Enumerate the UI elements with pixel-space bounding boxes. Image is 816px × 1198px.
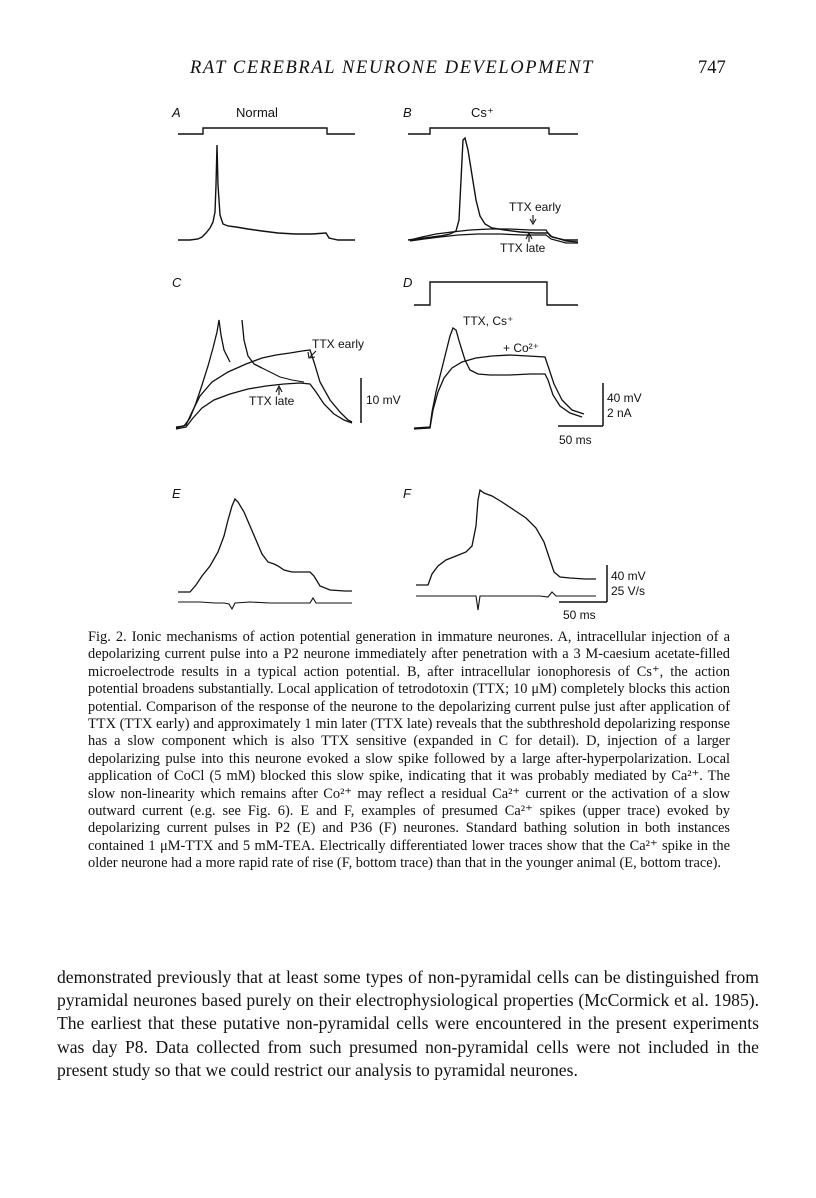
panel-d [403, 275, 642, 447]
panel-d-co-trace [414, 355, 584, 429]
panel-c-early-arrow [308, 351, 316, 358]
panel-c-scale-label: 10 mV [366, 393, 401, 407]
panel-c-extra-trace [262, 368, 304, 382]
panel-a-letter: A [172, 105, 181, 120]
panel-d-scale-i-label: 2 nA [607, 406, 632, 420]
panel-f-voltage-trace [416, 490, 596, 585]
panel-f [403, 486, 646, 622]
panel-a-current-step [178, 128, 355, 134]
panel-e [172, 486, 352, 609]
panel-b-ttx-late-label: TTX late [500, 241, 546, 255]
body-paragraph: demonstrated previously that at least some types of non-pyramidal cells can be distinguished from pyramidal neurones based purely on their electrophysiological properties (McCormick et al. 1985). The earliest that these putative non-pyramidal cells were encountered in the present experiments was day P8. Data collected from such presumed non-pyramidal cells were not included in the present study so that we could restrict our analysis to pyramidal neurones. [57, 967, 759, 1080]
running-head: RAT CEREBRAL NEURONE DEVELOPMENT [190, 58, 594, 78]
panel-a-voltage-trace [178, 145, 355, 240]
panel-f-scale-t-label: 50 ms [563, 608, 596, 622]
panel-c-ttx-late-label: TTX late [249, 394, 295, 408]
panel-d-co-label: + Co²⁺ [503, 341, 540, 355]
panel-d-current-step [414, 282, 578, 305]
panel-c-spike-trace [176, 320, 230, 427]
panel-f-letter: F [403, 486, 411, 501]
panel-c-letter: C [172, 275, 182, 290]
panel-b-ttx-early-label: TTX early [509, 200, 562, 214]
panel-c-ttx-early-label: TTX early [312, 337, 365, 351]
panel-b [403, 105, 578, 255]
panel-a-label: Normal [236, 105, 278, 120]
panel-d-scale-t-label: 50 ms [559, 433, 592, 447]
panel-b-label: Cs⁺ [471, 105, 494, 120]
panel-c [172, 275, 401, 429]
panel-f-scale-v-label: 40 mV [611, 569, 646, 583]
panel-e-derivative-trace [178, 598, 352, 609]
panel-b-letter: B [403, 105, 412, 120]
panel-b-current-step [408, 128, 578, 134]
panel-c-ttx-early-trace [176, 350, 352, 428]
panel-e-voltage-trace [178, 499, 352, 592]
panel-d-ttx-cs-trace [414, 328, 582, 428]
panel-c-spike-repol [242, 320, 262, 368]
panel-d-letter: D [403, 275, 413, 290]
panel-d-scale-v-label: 40 mV [607, 391, 642, 405]
panel-b-spike-trace [408, 138, 578, 240]
panel-a [171, 105, 355, 240]
panel-d-ttx-cs-label: TTX, Cs⁺ [463, 314, 514, 328]
panel-b-ttx-late-trace [410, 234, 578, 243]
panel-b-early-arrow [530, 215, 536, 224]
figure-caption: Fig. 2. Ionic mechanisms of action potential generation in immature neurones. A, intracellular injection of a depolarizing current pulse into a P2 neurone immediately after penetration with a 3 M-caesium acetate-filled microelectrode results in a typical action potential. B, after intracellular ionophoresis of Cs⁺, the action potential broadens substantially. Local application of tetrodotoxin (TTX; 10 μM) completely blocks this action potential. Comparison of the response of the neurone to the depolarizing current pulse just after application of TTX (TTX early) and approximately 1 min later (TTX late) reveals that the subthreshold depolarizing response has a slow component which is also TTX sensitive (expanded in C for detail). D, injection of a larger depolarizing pulse into this neurone evoked a slow spike followed by a large after-hyperpolarization. Local application of CoCl (5 mM) blocked this slow spike, indicating that it was probably mediated by Ca²⁺. The slow non-linearity which remains after Co²⁺ may reflect a residual Ca²⁺ current or the activation of a slow outward current (e.g. see Fig. 6). E and F, examples of presumed Ca²⁺ spikes (upper trace) evoked by depolarizing current pulses in P2 (E) and P36 (F) neurones. Standard bathing solution in both instances contained 1 μM-TTX and 5 mM-TEA. Electrically differentiated lower traces show that the Ca²⁺ spike in the older neurone had a more rapid rate of rise (F, bottom trace) than that in the younger animal (E, bottom trace). [88, 629, 730, 872]
panel-f-scale-dv-label: 25 V/s [611, 584, 646, 598]
panel-e-letter: E [172, 486, 181, 501]
page-number: 747 [698, 58, 726, 78]
